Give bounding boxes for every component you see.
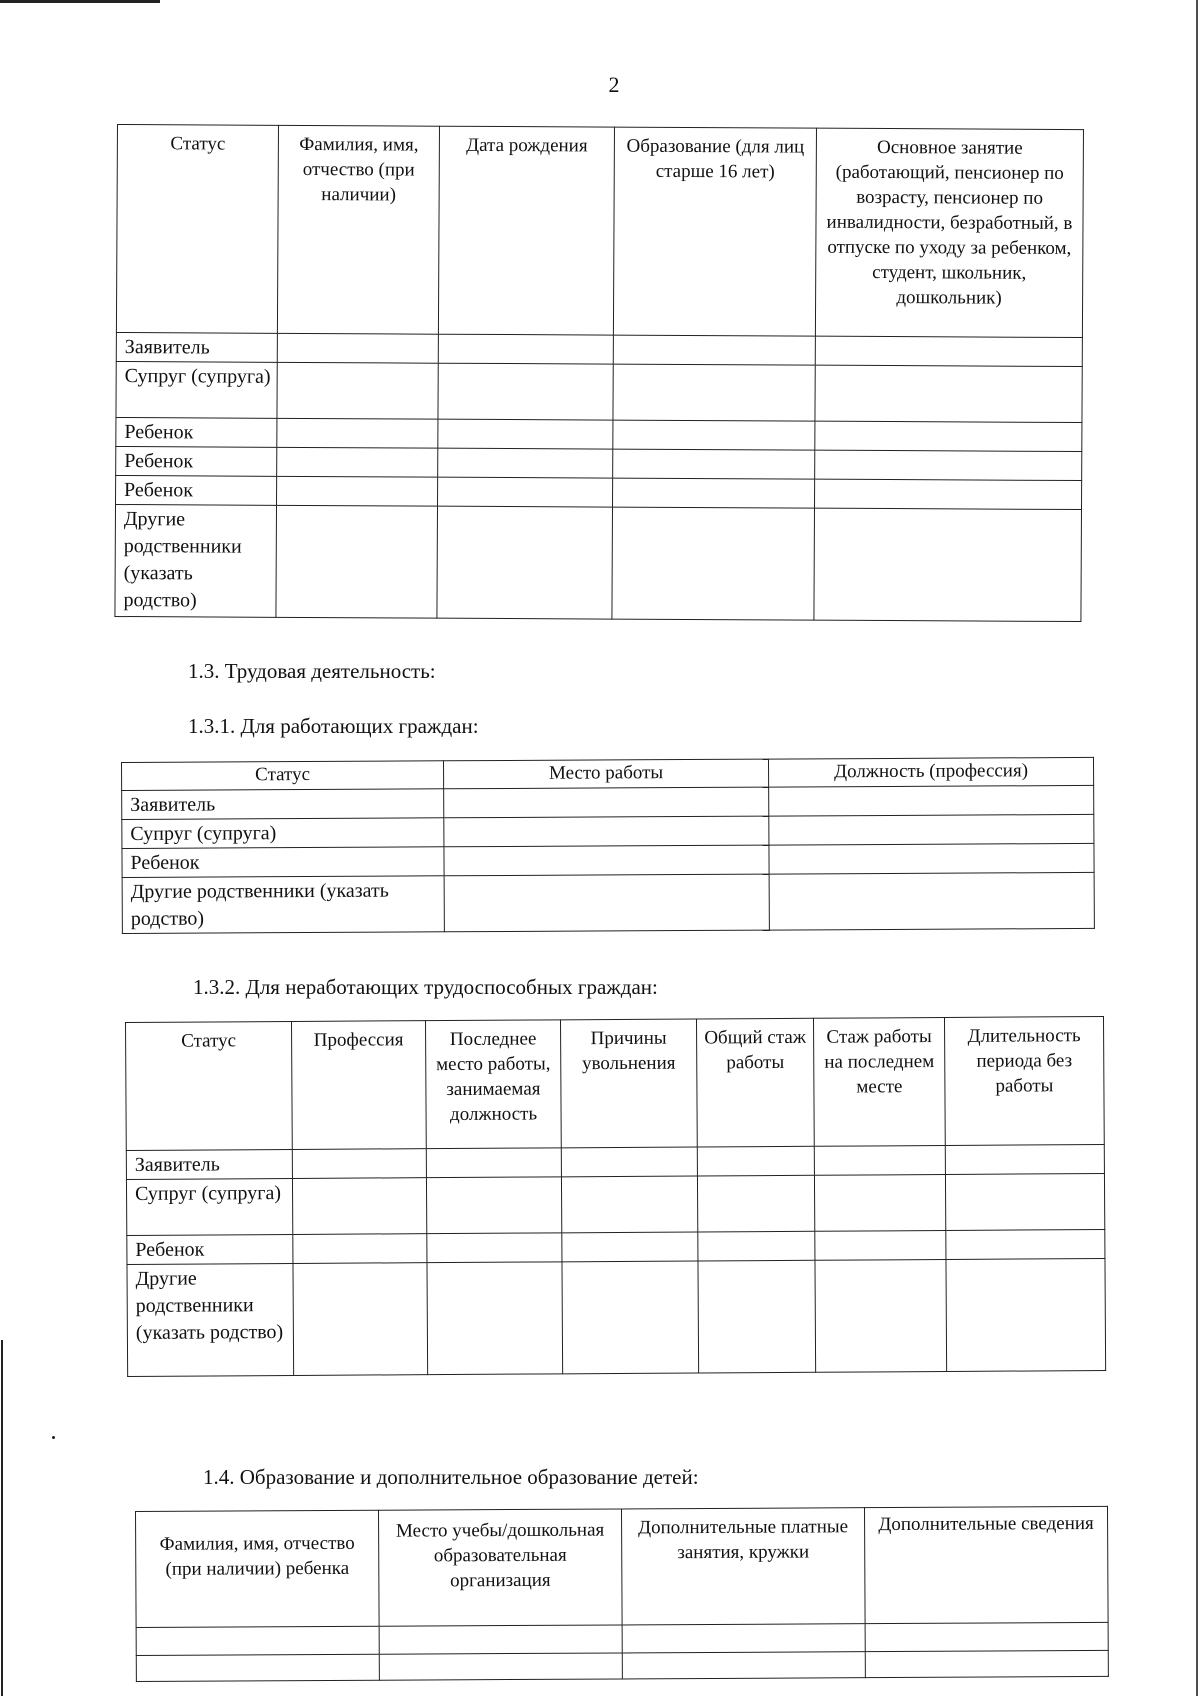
input-cell[interactable] (622, 1624, 865, 1653)
input-cell[interactable] (277, 418, 438, 448)
input-cell[interactable] (769, 872, 1094, 930)
scan-dot (52, 1436, 55, 1439)
input-cell[interactable] (946, 1230, 1105, 1260)
input-cell[interactable] (438, 363, 613, 420)
input-cell[interactable] (814, 1174, 945, 1231)
nonworking-citizens-table (125, 1016, 1106, 1377)
input-cell[interactable] (426, 1148, 561, 1178)
row-label-other-relatives: Другие родственники (указать родство) (127, 1263, 294, 1376)
header-status: Статус (126, 1021, 293, 1150)
header-position: Должность (профессия) (768, 757, 1093, 787)
children-education-table (135, 1506, 1109, 1682)
input-cell[interactable] (945, 1174, 1104, 1231)
input-cell[interactable] (697, 1146, 814, 1176)
input-cell[interactable] (293, 1263, 428, 1376)
input-cell[interactable] (946, 1259, 1106, 1372)
table-row (136, 1650, 1108, 1681)
input-cell[interactable] (613, 364, 815, 421)
table-row (126, 1174, 1104, 1236)
input-cell[interactable] (292, 1149, 426, 1179)
input-cell[interactable] (865, 1650, 1108, 1677)
header-last-workplace: Последнее место работы, занимаемая должность (425, 1020, 561, 1149)
input-cell[interactable] (437, 506, 613, 619)
input-cell[interactable] (945, 1145, 1104, 1175)
input-cell[interactable] (815, 336, 1082, 366)
input-cell[interactable] (438, 477, 613, 507)
header-status: Статус (116, 125, 278, 334)
header-full-name: Фамилия, имя, отчество (при наличии) (277, 125, 439, 334)
input-cell[interactable] (613, 478, 815, 508)
input-cell[interactable] (815, 1230, 946, 1260)
input-cell[interactable] (815, 421, 1082, 451)
table-row (122, 872, 1094, 933)
input-cell[interactable] (562, 1232, 698, 1262)
row-label-applicant: Заявитель (122, 789, 444, 820)
input-cell[interactable] (612, 507, 815, 620)
scan-edge-top (0, 0, 160, 3)
input-cell[interactable] (379, 1625, 622, 1654)
row-label-child: Ребенок (122, 847, 444, 878)
header-paid-activities: Дополнительные платные занятия, кружки (621, 1508, 865, 1625)
row-label-applicant: Заявитель (126, 1149, 292, 1179)
input-cell[interactable] (277, 333, 438, 363)
input-cell[interactable] (136, 1654, 379, 1681)
header-dismissal-reasons: Причины увольнения (560, 1019, 697, 1148)
input-cell[interactable] (622, 1652, 865, 1679)
page-number: 2 (608, 72, 620, 97)
input-cell[interactable] (769, 814, 1094, 845)
input-cell[interactable] (444, 874, 769, 932)
input-cell[interactable] (769, 843, 1094, 874)
row-label-other-relatives: Другие родственники (указать родство) (115, 504, 277, 617)
input-cell[interactable] (277, 362, 438, 419)
input-cell[interactable] (438, 334, 613, 364)
table-row (127, 1259, 1106, 1377)
input-cell[interactable] (277, 447, 438, 477)
header-total-experience: Общий стаж работы (696, 1018, 814, 1147)
input-cell[interactable] (613, 449, 815, 479)
input-cell[interactable] (136, 1626, 379, 1655)
input-cell[interactable] (698, 1260, 816, 1373)
section-heading-nonworking: 1.3.2. Для неработающих трудоспособных граждан: (193, 975, 658, 999)
table-row (116, 361, 1082, 422)
header-status: Статус (122, 761, 444, 791)
header-last-place-experience: Стаж работы на последнем месте (813, 1017, 945, 1146)
scan-edge-right (1196, 0, 1198, 1696)
scan-edge-left (1, 1340, 3, 1696)
header-study-place: Место учебы/дошкольная образовательная организация (378, 1509, 622, 1626)
input-cell[interactable] (865, 1622, 1108, 1651)
input-cell[interactable] (814, 1145, 945, 1175)
input-cell[interactable] (427, 1262, 563, 1375)
row-label-other-relatives: Другие родственники (указать родство) (122, 876, 444, 934)
header-workplace: Место работы (443, 759, 768, 789)
input-cell[interactable] (276, 505, 438, 618)
section-heading-labor: 1.3. Трудовая деятельность: (188, 659, 436, 683)
header-birth-date: Дата рождения (438, 126, 614, 335)
input-cell[interactable] (379, 1653, 622, 1680)
row-label-child: Ребенок (127, 1234, 293, 1264)
section-heading-working: 1.3.1. Для работающих граждан: (188, 714, 479, 738)
input-cell[interactable] (293, 1234, 427, 1264)
input-cell[interactable] (815, 450, 1082, 480)
table-row (115, 504, 1082, 621)
input-cell[interactable] (444, 787, 769, 818)
input-cell[interactable] (444, 816, 769, 847)
input-cell[interactable] (562, 1261, 699, 1374)
input-cell[interactable] (277, 476, 438, 506)
header-education: Образование (для лиц старше 16 лет) (613, 127, 816, 336)
row-label-spouse: Супруг (супруга) (116, 361, 277, 418)
input-cell[interactable] (814, 479, 1081, 509)
input-cell[interactable] (438, 448, 613, 478)
header-main-occupation: Основное занятие (работающий, пенсионер по возрасту, пенсионер по инвалидности, безработный, в отпуске по уходу за ребенком, студент, школьник, дошкольник) (815, 128, 1083, 337)
header-unemployment-duration: Длительность периода без работы (944, 1017, 1104, 1146)
input-cell[interactable] (613, 420, 815, 450)
input-cell[interactable] (561, 1147, 697, 1177)
row-label-spouse: Супруг (супруга) (122, 818, 444, 849)
input-cell[interactable] (292, 1178, 426, 1235)
input-cell[interactable] (814, 508, 1082, 621)
input-cell[interactable] (613, 335, 815, 365)
input-cell[interactable] (426, 1177, 561, 1234)
input-cell[interactable] (698, 1231, 815, 1261)
family-composition-table (114, 124, 1084, 622)
input-cell[interactable] (769, 785, 1094, 816)
input-cell[interactable] (561, 1176, 697, 1233)
header-profession: Профессия (291, 1021, 426, 1150)
header-additional-info: Дополнительные сведения (864, 1506, 1108, 1623)
input-cell[interactable] (444, 845, 769, 876)
input-cell[interactable] (438, 419, 613, 449)
input-cell[interactable] (697, 1175, 814, 1232)
input-cell[interactable] (815, 365, 1082, 422)
input-cell[interactable] (427, 1233, 562, 1263)
working-citizens-table (121, 757, 1095, 934)
header-child-name: Фамилия, имя, отчество (при наличии) ребенка (136, 1510, 380, 1627)
section-heading-education: 1.4. Образование и дополнительное образование детей: (203, 1465, 699, 1489)
row-label-child: Ребенок (116, 417, 277, 447)
row-label-spouse: Супруг (супруга) (126, 1178, 292, 1235)
row-label-child: Ребенок (116, 475, 277, 505)
row-label-applicant: Заявитель (116, 332, 277, 362)
input-cell[interactable] (815, 1259, 947, 1372)
row-label-child: Ребенок (116, 446, 277, 476)
